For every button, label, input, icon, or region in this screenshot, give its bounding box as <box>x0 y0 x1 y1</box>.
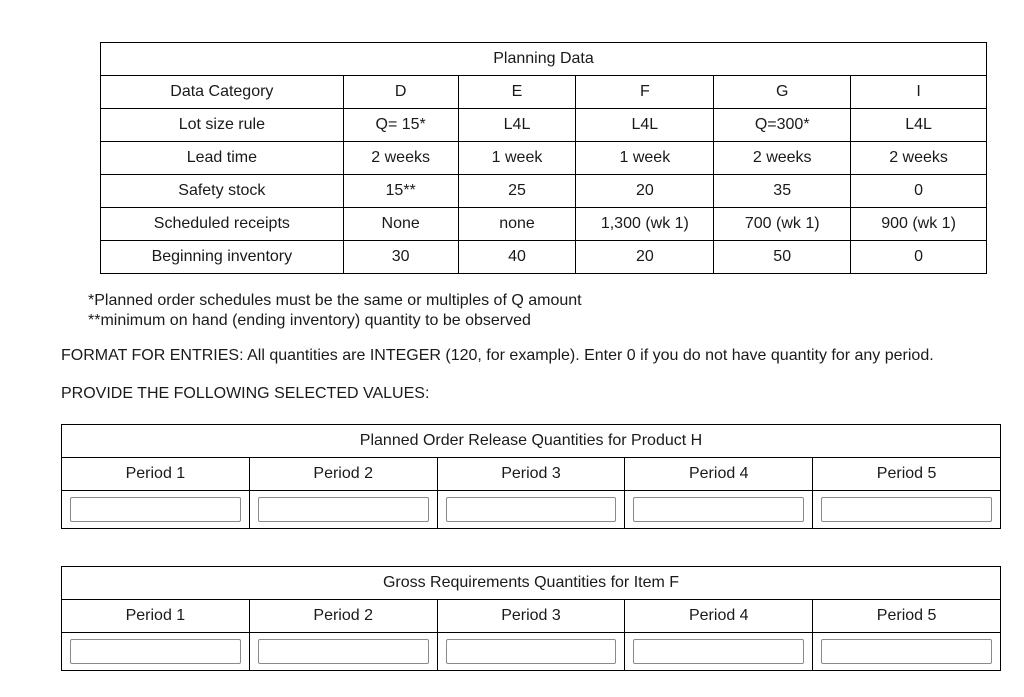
row-label: Safety stock <box>101 175 344 208</box>
f-period-2-input[interactable] <box>258 639 429 664</box>
table-cell: 40 <box>458 241 576 274</box>
table-cell: 35 <box>714 175 851 208</box>
table-cell: 50 <box>714 241 851 274</box>
f-period-4-input[interactable] <box>633 639 804 664</box>
table-cell: 30 <box>343 241 458 274</box>
input-cell <box>249 633 437 671</box>
header-cell: Data Category <box>101 76 344 109</box>
f-period-1-input[interactable] <box>70 639 241 664</box>
input-cell <box>813 633 1001 671</box>
table-row <box>101 142 987 175</box>
row-label: Beginning inventory <box>101 241 344 274</box>
table-cell: L4L <box>576 109 714 142</box>
period-header: Period 4 <box>625 458 813 491</box>
h-period-3-input[interactable] <box>446 497 617 522</box>
table-cell: L4L <box>851 109 987 142</box>
table-title: Gross Requirements Quantities for Item F <box>62 567 1001 600</box>
period-header: Period 5 <box>813 458 1001 491</box>
table-cell: 1,300 (wk 1) <box>576 208 714 241</box>
table-cell: 1 week <box>576 142 714 175</box>
period-header: Period 5 <box>813 600 1001 633</box>
row-label: Scheduled receipts <box>101 208 344 241</box>
table-cell: Q= 15* <box>343 109 458 142</box>
input-cell <box>813 491 1001 529</box>
gross-requirements-table <box>61 566 1001 671</box>
table-cell: 900 (wk 1) <box>851 208 987 241</box>
header-cell: D <box>343 76 458 109</box>
table-cell: 25 <box>458 175 576 208</box>
table-row <box>101 175 987 208</box>
input-cell <box>62 491 250 529</box>
table-cell: 2 weeks <box>714 142 851 175</box>
provide-instructions: PROVIDE THE FOLLOWING SELECTED VALUES: <box>61 385 430 402</box>
header-cell: I <box>851 76 987 109</box>
period-header: Period 2 <box>249 600 437 633</box>
period-header: Period 3 <box>437 458 625 491</box>
table-cell: 20 <box>576 175 714 208</box>
table-cell: 15** <box>343 175 458 208</box>
footnote-safety-stock: **minimum on hand (ending inventory) quantity to be observed <box>88 312 531 329</box>
input-cell <box>437 633 625 671</box>
h-period-2-input[interactable] <box>258 497 429 522</box>
input-cell <box>625 633 813 671</box>
row-label: Lead time <box>101 142 344 175</box>
table-cell: None <box>343 208 458 241</box>
period-header: Period 2 <box>249 458 437 491</box>
table-cell: 0 <box>851 175 987 208</box>
planning-header-row <box>101 76 987 109</box>
table-title: Planned Order Release Quantities for Product H <box>62 425 1001 458</box>
header-cell: F <box>576 76 714 109</box>
h-period-4-input[interactable] <box>633 497 804 522</box>
period-header: Period 3 <box>437 600 625 633</box>
table-row <box>101 241 987 274</box>
table-cell: none <box>458 208 576 241</box>
input-cell <box>249 491 437 529</box>
format-instructions: FORMAT FOR ENTRIES: All quantities are INTEGER (120, for example). Enter 0 if you do not have quantity for any period. <box>61 347 934 364</box>
planned-order-release-table <box>61 424 1001 529</box>
table-cell: 2 weeks <box>343 142 458 175</box>
input-cell <box>62 633 250 671</box>
h-period-5-input[interactable] <box>821 497 992 522</box>
period-header: Period 1 <box>62 600 250 633</box>
f-period-5-input[interactable] <box>821 639 992 664</box>
period-header: Period 4 <box>625 600 813 633</box>
planning-data-table <box>100 42 987 274</box>
header-cell: G <box>714 76 851 109</box>
input-cell <box>625 491 813 529</box>
h-period-1-input[interactable] <box>70 497 241 522</box>
table-cell: 1 week <box>458 142 576 175</box>
input-cell <box>437 491 625 529</box>
planning-table-title: Planning Data <box>101 43 987 76</box>
table-cell: 0 <box>851 241 987 274</box>
table-cell: L4L <box>458 109 576 142</box>
f-period-3-input[interactable] <box>446 639 617 664</box>
table-cell: 2 weeks <box>851 142 987 175</box>
footnotes <box>88 291 582 331</box>
header-cell: E <box>458 76 576 109</box>
footnote-lot-size: *Planned order schedules must be the same or multiples of Q amount <box>88 292 582 309</box>
table-row <box>101 109 987 142</box>
row-label: Lot size rule <box>101 109 344 142</box>
table-cell: Q=300* <box>714 109 851 142</box>
period-header: Period 1 <box>62 458 250 491</box>
table-cell: 20 <box>576 241 714 274</box>
table-cell: 700 (wk 1) <box>714 208 851 241</box>
table-row <box>101 208 987 241</box>
